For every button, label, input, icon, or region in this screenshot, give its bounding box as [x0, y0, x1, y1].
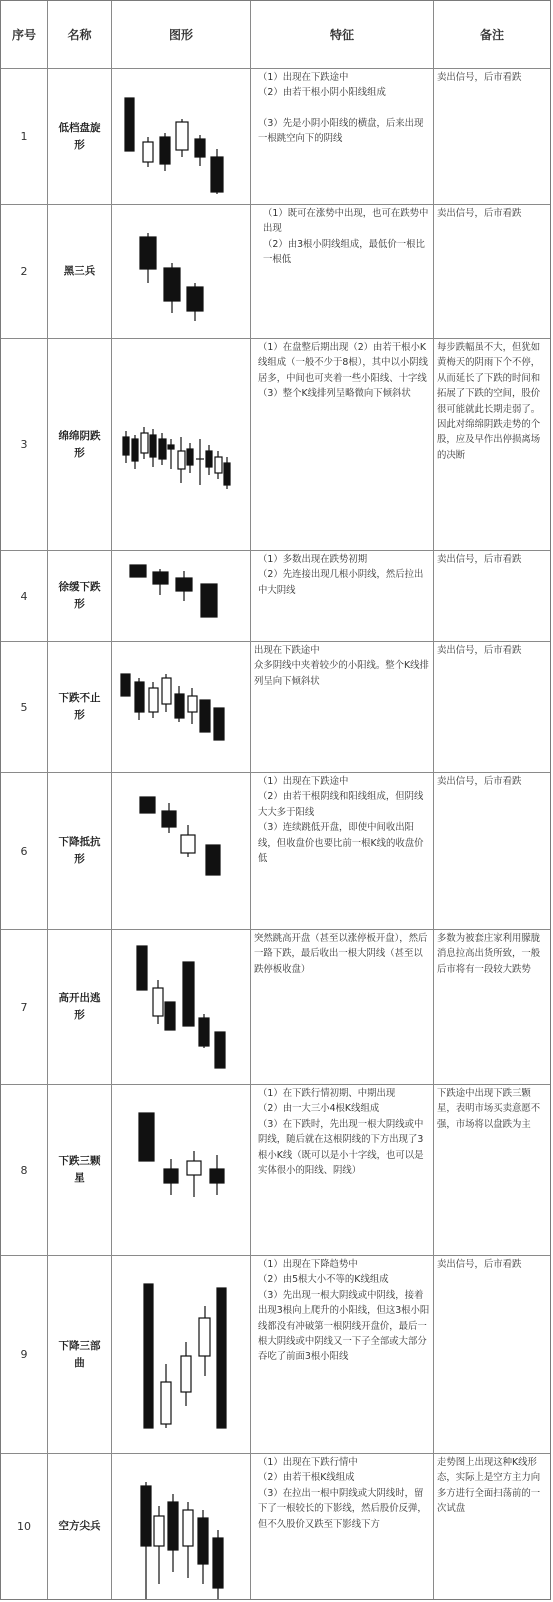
table-row	[1, 1085, 550, 1256]
candlestick-chart	[112, 69, 251, 205]
pattern-name: 下跌不止形	[48, 642, 112, 772]
pattern-features	[251, 551, 434, 641]
feature-line: （2）由若干根阴线和阳线组成，但阴线大大多于阳线	[258, 791, 424, 818]
pattern-name: 下跌三颗星	[48, 1085, 112, 1255]
candlestick-chart	[112, 773, 251, 930]
candlestick-chart	[112, 205, 251, 339]
feature-line: （1）出现在下跌行情中	[258, 1457, 358, 1468]
feature-line: （3）在拉出一根中阴线或大阴线时，留下了一根较长的下影线，然后股价反弹，但不久股价又跌至下影线下方	[258, 1487, 427, 1530]
pattern-features	[251, 339, 434, 550]
feature-line: （1）多数出现在跌势初期	[258, 554, 368, 565]
feature-line: （3）在下跌时，先出现一根大阴线或中阴线，随后就在这根阴线的下方出现了3根小K线（既可以是小十字线，也可以是实体很小的阳线、阴线）	[258, 1118, 424, 1177]
candlestick-chart	[112, 1454, 251, 1599]
candlestick-figure	[112, 1256, 251, 1453]
feature-line: （3）先是小阴小阳线的横盘，后来出现一根跳空向下的阴线	[258, 117, 424, 145]
pattern-features	[251, 1256, 434, 1453]
table-row	[1, 930, 550, 1085]
pattern-features	[251, 1454, 434, 1599]
table-row	[1, 773, 550, 930]
pattern-name: 绵绵阴跌形	[48, 339, 112, 550]
pattern-features	[251, 1085, 434, 1255]
feature-line: （2）由5根大小不等的K线组成	[258, 1274, 389, 1286]
table-row	[1, 205, 550, 339]
header-index: 序号	[1, 1, 48, 68]
pattern-name: 下降抵抗形	[48, 773, 112, 929]
feature-line: 出现在下跌途中	[254, 645, 320, 656]
candlestick-figure	[112, 1085, 251, 1255]
feature-line: （3）先出现一根大阴线或中阴线，接着出现3根向上爬升的小阳线，但这3根小阳线都没有冲破第一根阴线开盘价，最后一根大阴线或中阴线又一下子全部或大部分吞吃了前面3根小阳线	[258, 1289, 430, 1363]
pattern-note: 卖出信号，后市看跌	[437, 72, 522, 83]
row-index: 5	[1, 642, 48, 772]
candlestick-figure	[112, 69, 251, 204]
feature-line: （1）出现在下降趋势中	[258, 1259, 358, 1270]
feature-line: （1）在盘整后期出现（2）由若干根小K线组成（一般不少于8根），其中以小阴线居多，中间也可夹着一些小阳线、十字线（3）整个K线排列呈略微向下倾斜状	[258, 342, 429, 400]
table-row	[1, 339, 550, 551]
feature-line: 突然跳高开盘（甚至以涨停板开盘），然后一路下跌，最后收出一根大阴线（甚至以跌停板收盘）	[254, 933, 428, 975]
pattern-features	[251, 205, 434, 338]
pattern-features	[251, 930, 434, 1084]
pattern-name: 高开出逃形	[48, 930, 112, 1084]
row-index: 8	[1, 1085, 48, 1255]
pattern-note: 每步跌幅虽不大，但犹如黄梅天的阴雨下个不停，从而延长了下跌的时间和拓展了下跌的空间，股价很可能就此长期走弱了。因此对绵绵阴跌走势的个股，应及早作出停损离场的决断	[437, 342, 541, 461]
feature-line: 众多阴线中夹着较少的小阳线。整个K线排列呈向下倾斜状	[254, 660, 429, 687]
pattern-note: 卖出信号，后市看跌	[437, 1259, 522, 1270]
pattern-name: 下降三部曲	[48, 1256, 112, 1453]
pattern-note: 卖出信号，后市看跌	[437, 645, 522, 656]
pattern-note: 走势图上出现这种K线形态，实际上是空方主力向多方进行全面扫荡前的一次试盘	[437, 1457, 541, 1515]
pattern-name: 低档盘旋形	[48, 69, 112, 204]
pattern-note: 多数为被套庄家利用朦胧消息拉高出货所致，一般后市将有一段较大跌势	[437, 933, 541, 975]
candlestick-figure	[112, 205, 251, 338]
feature-line: （2）由一大三小4根K线组成	[258, 1103, 380, 1115]
feature-line: （3）连续跳低开盘，即使中间收出阳线，但收盘价也要比前一根K线的收盘价低	[258, 822, 424, 865]
pattern-name: 空方尖兵	[48, 1454, 112, 1599]
row-index: 1	[1, 69, 48, 204]
row-index: 2	[1, 205, 48, 338]
candlestick-chart	[112, 339, 251, 551]
candlestick-figure	[112, 551, 251, 641]
feature-line: （1）出现在下跌途中	[258, 72, 349, 83]
feature-line: （1）既可在涨势中出现，也可在跌势中出现	[263, 208, 429, 235]
feature-line: （1）出现在下跌途中	[258, 776, 349, 787]
feature-line: （2）由若干根小阴小阳线组成	[258, 87, 386, 99]
header-figure: 图形	[112, 1, 251, 68]
table-row	[1, 69, 550, 205]
row-index: 7	[1, 930, 48, 1084]
feature-line: （2）先连接出现几根小阴线，然后拉出中大阴线	[258, 569, 424, 596]
feature-line: （1）在下跌行情初期、中期出现	[258, 1088, 396, 1099]
pattern-features	[251, 773, 434, 929]
pattern-name: 黑三兵	[48, 205, 112, 338]
table-row	[1, 551, 550, 642]
pattern-features	[251, 642, 434, 772]
row-index: 3	[1, 339, 48, 550]
pattern-features	[251, 69, 434, 204]
row-index: 6	[1, 773, 48, 929]
candlestick-chart	[112, 1256, 251, 1454]
candlestick-chart	[112, 642, 251, 773]
feature-line: （2）由若干根K线组成	[258, 1472, 355, 1484]
header-name: 名称	[48, 1, 112, 68]
pattern-name: 徐缓下跌形	[48, 551, 112, 641]
row-index: 10	[1, 1454, 48, 1599]
feature-line: （2）由3根小阴线组成，最低价一根比一根低	[263, 238, 425, 266]
candlestick-figure	[112, 930, 251, 1084]
candlestick-chart	[112, 1085, 251, 1256]
row-index: 4	[1, 551, 48, 641]
pattern-note: 卖出信号，后市看跌	[437, 554, 522, 565]
candlestick-chart	[112, 930, 251, 1085]
pattern-note: 卖出信号，后市看跌	[437, 776, 522, 787]
table-header	[1, 1, 550, 69]
header-features: 特征	[251, 1, 434, 68]
candlestick-figure	[112, 1454, 251, 1599]
table-row	[1, 1256, 550, 1454]
candlestick-figure	[112, 339, 251, 550]
pattern-note: 卖出信号，后市看跌	[437, 208, 522, 219]
candlestick-figure	[112, 773, 251, 929]
feature-line	[258, 101, 430, 116]
table-row	[1, 1454, 550, 1599]
candlestick-figure	[112, 642, 251, 772]
header-notes: 备注	[479, 28, 504, 42]
row-index: 9	[1, 1256, 48, 1453]
candlestick-chart	[112, 551, 251, 642]
table-row	[1, 642, 550, 773]
pattern-note: 下跌途中出现下跌三颗星，表明市场买卖意愿不强，市场将以盘跌为主	[437, 1088, 541, 1130]
